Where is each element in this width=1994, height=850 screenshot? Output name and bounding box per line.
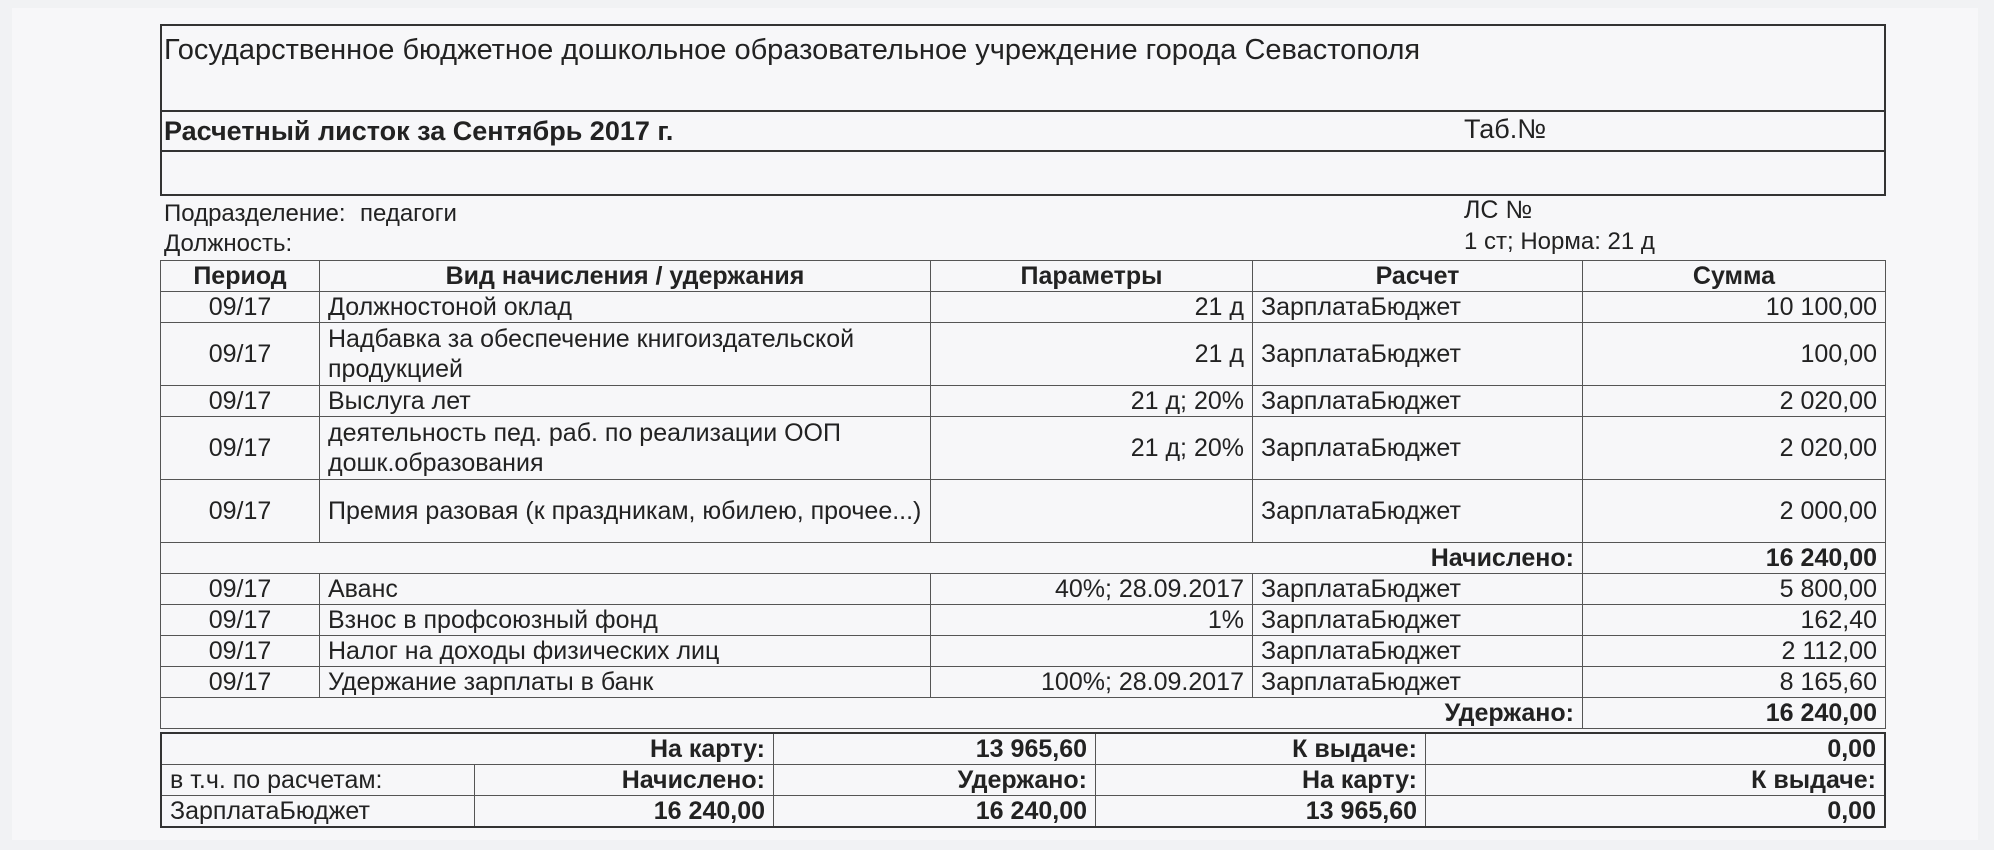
cell-calc: ЗарплатаБюджет — [1253, 574, 1583, 605]
accrued-label: Начислено: — [161, 543, 1583, 574]
table-row — [161, 605, 1886, 636]
division-label: Подразделение: — [164, 200, 346, 227]
col-type: Вид начисления / удержания — [320, 261, 931, 292]
employee-name-box — [160, 150, 1886, 196]
cell-calc: ЗарплатаБюджет — [1253, 667, 1583, 698]
cell-sum: 2 020,00 — [1583, 386, 1886, 417]
payout-label: К выдаче: — [1096, 733, 1426, 765]
calc-accrued-label: Начислено: — [475, 765, 774, 796]
cell-name: Надбавка за обеспечение книгоиздательской продукцией — [320, 323, 931, 386]
calc-card-label: На карту: — [1096, 765, 1426, 796]
cell-period: 09/17 — [161, 417, 320, 480]
summary-row-totals — [161, 733, 1885, 765]
table-row — [161, 323, 1886, 386]
cell-calc: ЗарплатаБюджет — [1253, 605, 1583, 636]
table-row — [161, 636, 1886, 667]
table-row — [161, 417, 1886, 480]
cell-sum: 2 000,00 — [1583, 480, 1886, 543]
cell-period: 09/17 — [161, 667, 320, 698]
cell-calc: ЗарплатаБюджет — [1253, 323, 1583, 386]
calc-accrued: 16 240,00 — [475, 796, 774, 828]
to-card-value: 13 965,60 — [774, 733, 1096, 765]
cell-period: 09/17 — [161, 386, 320, 417]
summary-row-values — [161, 796, 1885, 828]
payslip-sheet — [12, 8, 1978, 840]
col-params: Параметры — [931, 261, 1253, 292]
cell-sum: 2 020,00 — [1583, 417, 1886, 480]
to-card-label: На карту: — [161, 733, 774, 765]
table-row — [161, 386, 1886, 417]
calc-withheld: 16 240,00 — [774, 796, 1096, 828]
col-period: Период — [161, 261, 320, 292]
col-calc: Расчет — [1253, 261, 1583, 292]
division-value: педагоги — [360, 200, 457, 227]
cell-name: Налог на доходы физических лиц — [320, 636, 931, 667]
institution-name: Государственное бюджетное дошкольное образовательное учреждение города Севастополя — [164, 34, 1421, 66]
cell-calc: ЗарплатаБюджет — [1253, 386, 1583, 417]
cell-params — [931, 636, 1253, 667]
withheld-total-row — [161, 698, 1886, 729]
cell-params: 1% — [931, 605, 1253, 636]
withheld-total: 16 240,00 — [1583, 698, 1886, 729]
withheld-label: Удержано: — [161, 698, 1583, 729]
cell-params: 21 д — [931, 292, 1253, 323]
calc-name: ЗарплатаБюджет — [161, 796, 475, 828]
table-row — [161, 574, 1886, 605]
cell-period: 09/17 — [161, 480, 320, 543]
table-row — [161, 480, 1886, 543]
calc-payout: 0,00 — [1426, 796, 1886, 828]
cell-calc: ЗарплатаБюджет — [1253, 480, 1583, 543]
cell-sum: 10 100,00 — [1583, 292, 1886, 323]
cell-params: 21 д — [931, 323, 1253, 386]
cell-name: Аванс — [320, 574, 931, 605]
cell-sum: 100,00 — [1583, 323, 1886, 386]
tab-number-label: Таб.№ — [1464, 114, 1547, 144]
position-label: Должность: — [164, 230, 293, 257]
cell-calc: ЗарплатаБюджет — [1253, 292, 1583, 323]
cell-sum: 162,40 — [1583, 605, 1886, 636]
table-row — [161, 292, 1886, 323]
cell-params: 40%; 28.09.2017 — [931, 574, 1253, 605]
cell-name: Взнос в профсоюзный фонд — [320, 605, 931, 636]
cell-sum: 8 165,60 — [1583, 667, 1886, 698]
table-header-row — [161, 261, 1886, 292]
cell-name: Выслуга лет — [320, 386, 931, 417]
col-sum: Сумма — [1583, 261, 1886, 292]
cell-name: Удержание зарплаты в банк — [320, 667, 931, 698]
calc-card: 13 965,60 — [1096, 796, 1426, 828]
cell-params: 100%; 28.09.2017 — [931, 667, 1253, 698]
cell-name: Должностоной оклад — [320, 292, 931, 323]
calc-withheld-label: Удержано: — [774, 765, 1096, 796]
cell-name: деятельность пед. раб. по реализации ООП дошк.образования — [320, 417, 931, 480]
cell-params: 21 д; 20% — [931, 417, 1253, 480]
cell-period: 09/17 — [161, 636, 320, 667]
accrued-total: 16 240,00 — [1583, 543, 1886, 574]
cell-sum: 2 112,00 — [1583, 636, 1886, 667]
rate-norm: 1 ст; Норма: 21 д — [1464, 228, 1655, 255]
table-row — [161, 667, 1886, 698]
incl-label: в т.ч. по расчетам: — [161, 765, 475, 796]
calc-payout-label: К выдаче: — [1426, 765, 1886, 796]
accruals-table — [160, 260, 1886, 729]
cell-name: Премия разовая (к праздникам, юбилею, прочее...) — [320, 480, 931, 543]
cell-period: 09/17 — [161, 323, 320, 386]
cell-period: 09/17 — [161, 574, 320, 605]
cell-calc: ЗарплатаБюджет — [1253, 417, 1583, 480]
payout-value: 0,00 — [1426, 733, 1886, 765]
ls-label: ЛС № — [1464, 196, 1533, 224]
accrued-total-row — [161, 543, 1886, 574]
cell-period: 09/17 — [161, 292, 320, 323]
summary-table — [160, 732, 1886, 828]
summary-row-headers — [161, 765, 1885, 796]
page-title: Расчетный листок за Сентябрь 2017 г. — [164, 116, 674, 146]
cell-params — [931, 480, 1253, 543]
cell-calc: ЗарплатаБюджет — [1253, 636, 1583, 667]
cell-sum: 5 800,00 — [1583, 574, 1886, 605]
cell-period: 09/17 — [161, 605, 320, 636]
cell-params: 21 д; 20% — [931, 386, 1253, 417]
